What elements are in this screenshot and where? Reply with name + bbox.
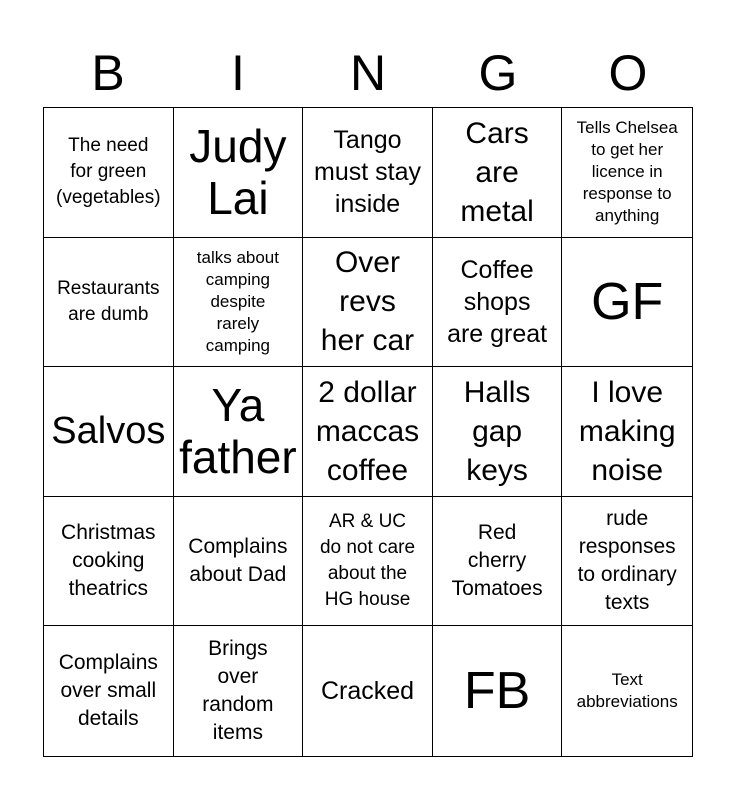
bingo-cell-text: Judy Lai (189, 120, 287, 225)
bingo-cell[interactable] (433, 626, 563, 756)
bingo-cell[interactable] (433, 108, 563, 238)
bingo-cell-text: I love making noise (578, 375, 676, 487)
bingo-cell[interactable] (174, 238, 304, 368)
bingo-cell[interactable] (562, 626, 692, 756)
bingo-cell-text: Text abbreviations (576, 670, 678, 712)
bingo-cell-text: Cracked (320, 677, 415, 706)
bingo-cell[interactable] (433, 367, 563, 497)
bingo-cell-text: Brings over random items (202, 637, 274, 745)
bingo-cell-text: Christmas cooking theatrics (61, 521, 156, 601)
bingo-cell-text: AR & UC do not care about the HG house (319, 511, 416, 611)
bingo-cell-text: Salvos (51, 409, 166, 452)
bingo-cell[interactable] (303, 108, 433, 238)
bingo-cell[interactable] (174, 367, 304, 497)
bingo-cell-text: GF (591, 272, 664, 331)
bingo-cell[interactable] (562, 108, 692, 238)
bingo-cell[interactable] (174, 497, 304, 627)
bingo-cell-text: Restaurants are dumb (57, 277, 160, 325)
bingo-cell[interactable] (44, 497, 174, 627)
bingo-cell[interactable] (303, 238, 433, 368)
bingo-cell[interactable] (562, 238, 692, 368)
bingo-cell-text: talks about camping despite rarely camping (196, 247, 279, 355)
header-letter-b: B (91, 45, 125, 101)
bingo-cell[interactable] (174, 626, 304, 756)
bingo-cell-text: Tango must stay inside (314, 126, 421, 219)
bingo-cell-text: Cars are metal (460, 116, 534, 228)
bingo-cell[interactable] (174, 108, 304, 238)
bingo-cell[interactable] (562, 497, 692, 627)
bingo-cell[interactable] (44, 108, 174, 238)
bingo-cell-text: rude responses to ordinary texts (577, 507, 677, 615)
header-letter-i: I (231, 45, 245, 101)
bingo-cell-text: Complains over small details (58, 651, 158, 731)
bingo-header (43, 38, 693, 108)
bingo-cell[interactable] (44, 626, 174, 756)
bingo-cell-text: Coffee shops are great (447, 255, 548, 348)
bingo-board (43, 107, 693, 757)
bingo-cell[interactable] (303, 497, 433, 627)
header-letter-o: O (608, 45, 648, 101)
bingo-cell-text: Over revs her car (320, 246, 415, 358)
bingo-cell-text: Red cherry Tomatoes (451, 521, 543, 601)
header-letter-n: N (349, 45, 387, 101)
bingo-cell[interactable] (562, 367, 692, 497)
bingo-cell-text: FB (463, 662, 531, 721)
bingo-cell-text: Tells Chelsea to get her licence in response to anything (576, 118, 678, 226)
bingo-cell-text: 2 dollar maccas coffee (315, 375, 420, 487)
bingo-cell-text: The need for green (vegetables) (56, 135, 161, 209)
bingo-cell[interactable] (303, 367, 433, 497)
bingo-cell-text: Ya father (179, 379, 297, 484)
bingo-cell[interactable] (44, 367, 174, 497)
bingo-cell[interactable] (433, 497, 563, 627)
header-letter-g: G (478, 45, 518, 101)
bingo-cell[interactable] (433, 238, 563, 368)
bingo-cell[interactable] (303, 626, 433, 756)
bingo-cell[interactable] (44, 238, 174, 368)
bingo-cell-text: Complains about Dad (188, 535, 288, 587)
bingo-cell-text: Halls gap keys (463, 375, 531, 487)
